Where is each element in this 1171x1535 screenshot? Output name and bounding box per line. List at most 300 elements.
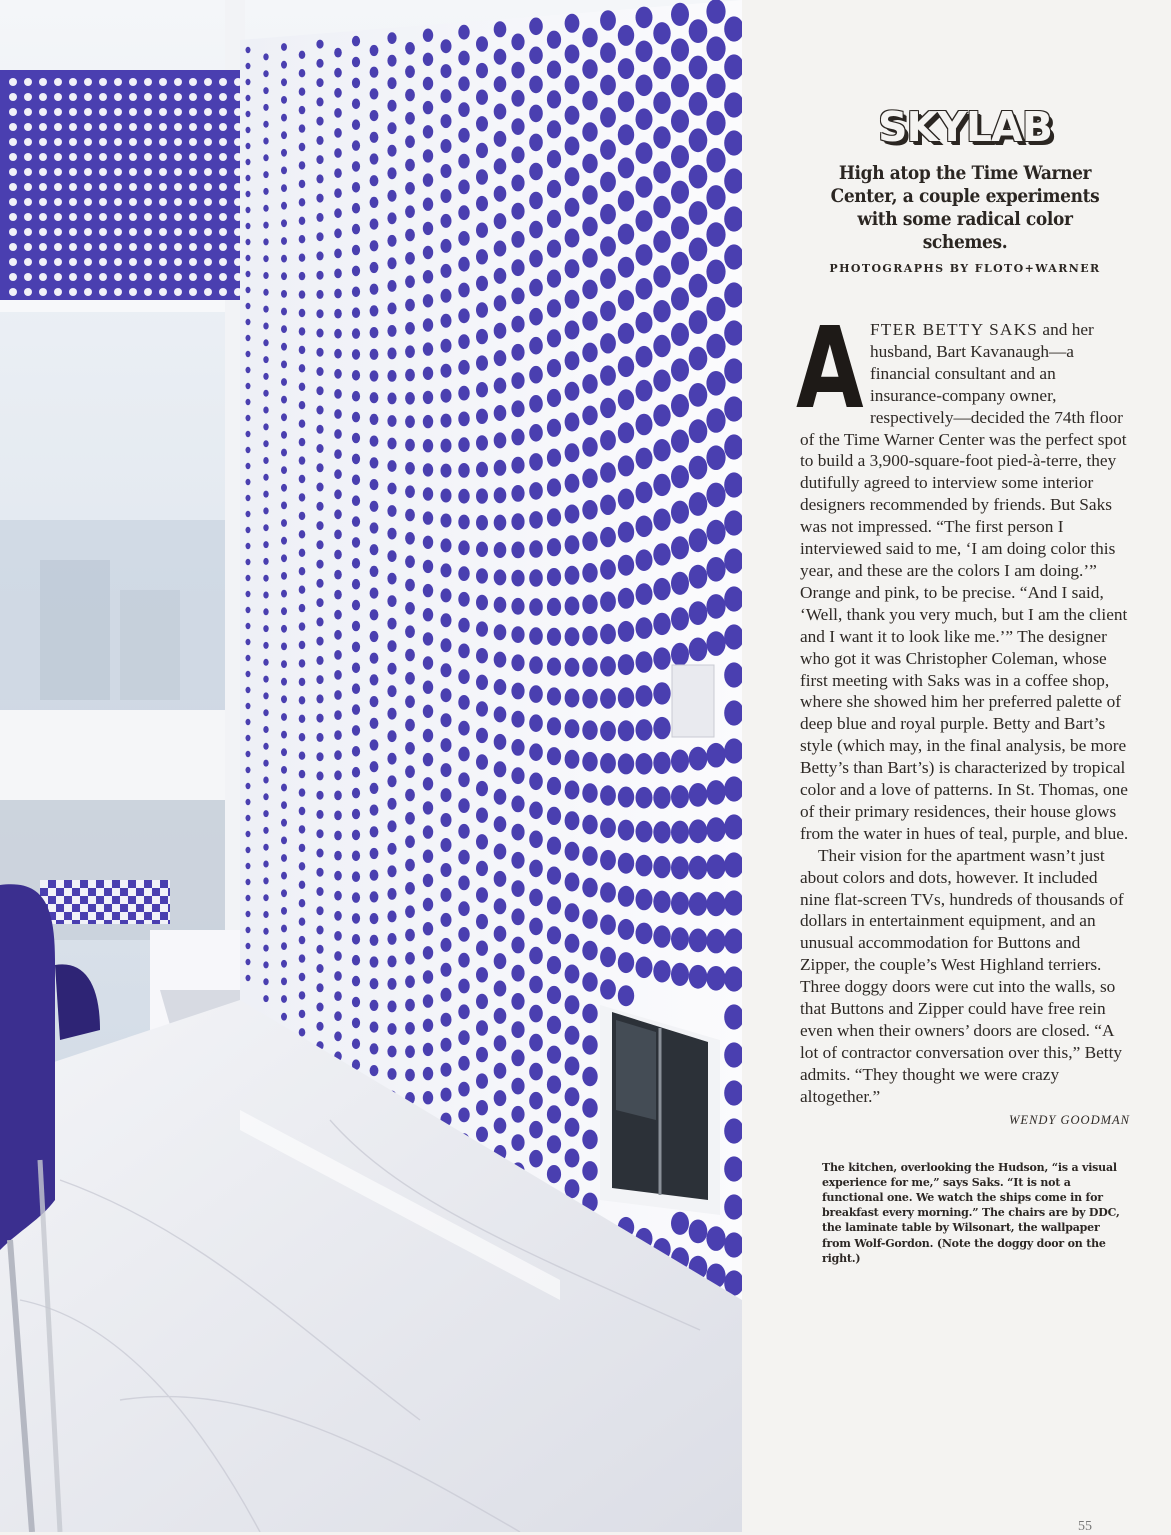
wall-dot — [706, 371, 725, 396]
wall-dot — [618, 522, 634, 543]
wall-dot — [299, 309, 306, 317]
wall-dot — [636, 787, 653, 809]
shade-dot — [219, 153, 227, 161]
wall-dot — [494, 186, 507, 202]
wall-dot — [600, 462, 616, 482]
wall-dot — [600, 10, 616, 30]
wall-dot — [547, 240, 561, 258]
wall-dot — [281, 184, 287, 192]
wall-dot — [246, 543, 251, 549]
wall-dot — [263, 306, 268, 313]
wall-dot — [387, 753, 396, 765]
light-switch — [672, 665, 714, 737]
wall-dot — [246, 863, 251, 869]
wall-dot — [246, 79, 251, 85]
wall-dot — [299, 217, 306, 225]
wall-dot — [618, 720, 634, 741]
wall-dot — [529, 105, 543, 123]
wall-dot — [671, 572, 689, 595]
wall-dot — [387, 956, 396, 968]
wall-dot — [281, 237, 287, 245]
wall-dot — [370, 284, 379, 295]
wall-dot — [636, 312, 653, 334]
wall-dot — [618, 323, 634, 344]
wall-dot — [653, 404, 670, 426]
wall-dot — [281, 748, 287, 756]
wall-dot — [405, 1022, 415, 1035]
wall-dot — [387, 303, 396, 315]
shade-dot — [144, 228, 152, 236]
wall-dot — [423, 149, 433, 162]
wall-dot — [476, 675, 488, 690]
wall-dot — [671, 181, 689, 204]
wall-dot — [618, 489, 634, 510]
wall-dot — [582, 1004, 597, 1024]
wall-dot — [370, 349, 379, 360]
wall-dot — [387, 325, 396, 337]
wall-dot — [529, 889, 543, 907]
shade-dot — [69, 288, 77, 296]
wall-dot — [547, 61, 561, 79]
wall-dot — [352, 203, 360, 214]
wall-dot — [352, 558, 360, 569]
wall-dot — [263, 777, 268, 784]
wall-dot — [494, 1063, 507, 1079]
wall-dot — [370, 761, 379, 772]
shade-dot — [9, 243, 17, 251]
shade-dot — [144, 273, 152, 281]
wall-dot — [689, 456, 708, 480]
wall-dot — [352, 788, 360, 799]
wall-dot — [246, 639, 251, 645]
wall-dot — [387, 911, 396, 923]
wall-dot — [529, 163, 543, 181]
wall-dot — [511, 1078, 524, 1095]
wall-dot — [618, 654, 634, 675]
wall-dot — [387, 933, 396, 945]
wall-dot — [387, 235, 396, 247]
wall-dot — [671, 1212, 689, 1235]
shade-dot — [114, 288, 122, 296]
wall-dot — [263, 861, 268, 868]
wall-dot — [263, 961, 268, 968]
wall-dot — [316, 386, 323, 395]
wall-dot — [529, 1063, 543, 1081]
wall-dot — [423, 101, 433, 114]
wall-dot — [441, 89, 452, 103]
wall-dot — [281, 449, 287, 457]
shade-dot — [129, 183, 137, 191]
wall-dot — [511, 542, 524, 559]
wall-dot — [565, 811, 580, 830]
wall-dot — [405, 882, 415, 895]
wall-dot — [706, 111, 725, 136]
wall-dot — [316, 425, 323, 434]
wall-dot — [582, 28, 597, 48]
wall-dot — [246, 431, 251, 437]
wall-dot — [246, 575, 251, 581]
wall-dot — [246, 751, 251, 757]
wall-dot — [671, 216, 689, 239]
wall-dot — [529, 1005, 543, 1023]
shade-dot — [219, 288, 227, 296]
wall-dot — [387, 708, 396, 720]
wall-dot — [636, 380, 653, 402]
wall-dot — [618, 555, 634, 576]
shade-dot — [84, 213, 92, 221]
wall-dot — [458, 128, 469, 143]
wall-dot — [281, 678, 287, 686]
wall-dot — [441, 763, 452, 777]
wall-dot — [281, 131, 287, 139]
wall-dot — [706, 594, 725, 619]
wall-dot — [299, 788, 306, 796]
wall-dot — [636, 108, 653, 130]
wall-dot — [246, 191, 251, 197]
wall-dot — [405, 812, 415, 825]
wall-dot — [689, 310, 708, 334]
wall-dot — [246, 447, 251, 453]
shade-dot — [219, 273, 227, 281]
wall-dot — [334, 851, 342, 861]
wall-dot — [529, 743, 543, 761]
wall-dot — [263, 995, 268, 1002]
wall-dot — [281, 43, 287, 51]
wall-dot — [246, 927, 251, 933]
wall-dot — [281, 819, 287, 827]
wall-dot — [387, 685, 396, 697]
wall-dot — [299, 530, 306, 538]
wall-dot — [299, 770, 306, 778]
shade-dot — [189, 243, 197, 251]
wall-dot — [476, 143, 488, 158]
shade-dot — [189, 273, 197, 281]
wall-dot — [511, 288, 524, 305]
wall-dot — [529, 685, 543, 703]
wall-dot — [653, 265, 670, 287]
shade-dot — [114, 198, 122, 206]
wall-dot — [547, 717, 561, 735]
wall-dot — [600, 915, 616, 935]
wall-dot — [511, 1021, 524, 1038]
wall-dot — [618, 886, 634, 907]
wall-dot — [565, 995, 580, 1014]
wall-dot — [529, 424, 543, 442]
shade-dot — [24, 288, 32, 296]
shade-dot — [99, 273, 107, 281]
wall-dot — [582, 280, 597, 300]
wall-dot — [352, 287, 360, 298]
wall-dot — [511, 598, 524, 615]
wall-dot — [529, 453, 543, 471]
wall-dot — [565, 167, 580, 186]
wall-dot — [441, 1063, 452, 1077]
wall-dot — [316, 348, 323, 357]
wall-dot — [246, 943, 251, 949]
shade-dot — [189, 288, 197, 296]
wall-dot — [476, 701, 488, 716]
wall-dot — [263, 423, 268, 430]
shade-dot — [114, 213, 122, 221]
wall-dot — [476, 595, 488, 610]
wall-dot — [458, 463, 469, 478]
wall-dot — [458, 180, 469, 195]
shade-dot — [99, 93, 107, 101]
wall-dot — [405, 345, 415, 358]
wall-dot — [334, 128, 342, 138]
wall-dot — [511, 654, 524, 671]
wall-dot — [547, 210, 561, 228]
wall-dot — [299, 678, 306, 686]
wall-dot — [600, 656, 616, 676]
wall-dot — [405, 765, 415, 778]
wall-dot — [494, 104, 507, 120]
wall-dot — [618, 753, 634, 774]
wall-dot — [706, 445, 725, 470]
wall-dot — [600, 882, 616, 902]
shade-dot — [174, 198, 182, 206]
wall-dot — [405, 532, 415, 545]
wall-dot — [246, 383, 251, 389]
wall-dot — [370, 544, 379, 555]
shade-dot — [174, 108, 182, 116]
wall-dot — [423, 415, 433, 428]
wall-dot — [494, 323, 507, 339]
wall-dot — [547, 896, 561, 914]
wall-dot — [476, 382, 488, 397]
wall-dot — [565, 137, 580, 156]
wall-dot — [352, 976, 360, 987]
shade-dot — [84, 78, 92, 86]
wall-dot — [387, 730, 396, 742]
wall-dot — [352, 663, 360, 674]
shade-dot — [99, 213, 107, 221]
wall-dot — [334, 770, 342, 780]
wall-dot — [529, 134, 543, 152]
wall-dot — [423, 77, 433, 90]
wall-dot — [370, 219, 379, 230]
wall-dot — [653, 891, 670, 913]
wall-dot — [405, 159, 415, 172]
wall-dot — [246, 271, 251, 277]
wall-dot — [529, 1092, 543, 1110]
wall-dot — [653, 960, 670, 982]
shade-dot — [99, 183, 107, 191]
wall-dot — [565, 689, 580, 708]
wall-dot — [352, 224, 360, 235]
wall-dot — [547, 1016, 561, 1034]
wall-dot — [476, 781, 488, 796]
wall-dot — [387, 1046, 396, 1058]
shade-dot — [144, 93, 152, 101]
wall-dot — [334, 831, 342, 841]
wall-dot — [476, 1020, 488, 1035]
shade-dot — [159, 198, 167, 206]
wall-dot — [370, 1000, 379, 1011]
wall-dot — [299, 475, 306, 483]
shade-dot — [129, 228, 137, 236]
wall-dot — [600, 172, 616, 192]
wall-dot — [281, 61, 287, 69]
wall-dot — [281, 114, 287, 122]
wall-dot — [299, 88, 306, 96]
wall-dot — [387, 280, 396, 292]
wall-dot — [387, 798, 396, 810]
wall-dot — [582, 1130, 597, 1150]
wall-dot — [529, 250, 543, 268]
wall-dot — [458, 412, 469, 427]
wall-dot — [281, 554, 287, 562]
wall-dot — [529, 337, 543, 355]
wall-dot — [547, 628, 561, 646]
wall-dot — [529, 773, 543, 791]
wall-dot — [529, 279, 543, 297]
wall-dot — [370, 653, 379, 664]
wall-dot — [565, 413, 580, 432]
wall-dot — [529, 308, 543, 326]
wall-dot — [582, 532, 597, 552]
wall-dot — [476, 276, 488, 291]
wall-dot — [529, 598, 543, 616]
wall-dot — [653, 231, 670, 253]
wall-dot — [352, 36, 360, 47]
wall-dot — [511, 231, 524, 248]
wall-dot — [281, 361, 287, 369]
shade-dot — [24, 138, 32, 146]
shade-dot — [69, 258, 77, 266]
wall-dot — [281, 149, 287, 157]
wall-dot — [246, 239, 251, 245]
wall-dot — [706, 222, 725, 247]
wall-dot — [246, 479, 251, 485]
wall-dot — [405, 905, 415, 918]
wall-dot — [423, 681, 433, 694]
wall-dot — [423, 487, 433, 500]
wall-dot — [281, 907, 287, 915]
wall-dot — [653, 717, 670, 739]
wall-dot — [423, 463, 433, 476]
wall-dot — [529, 1150, 543, 1168]
wall-dot — [441, 913, 452, 927]
shade-dot — [54, 228, 62, 236]
wall-dot — [405, 695, 415, 708]
wall-dot — [387, 122, 396, 134]
wall-dot — [529, 1121, 543, 1139]
shade-dot — [39, 183, 47, 191]
wall-dot — [316, 964, 323, 973]
wall-dot — [246, 831, 251, 837]
shade-dot — [9, 258, 17, 266]
wall-dot — [246, 783, 251, 789]
wall-dot — [600, 269, 616, 289]
shade-dot — [144, 258, 152, 266]
wall-dot — [316, 598, 323, 607]
wall-dot — [547, 867, 561, 885]
wall-dot — [281, 272, 287, 280]
wall-dot — [246, 607, 251, 613]
wall-dot — [405, 1069, 415, 1082]
wall-dot — [263, 608, 268, 615]
wall-dot — [706, 780, 725, 805]
wall-dot — [405, 252, 415, 265]
shade-dot — [174, 168, 182, 176]
wall-dot — [689, 856, 708, 880]
shade-dot — [219, 243, 227, 251]
wall-dot — [618, 257, 634, 278]
wall-dot — [263, 524, 268, 531]
wall-dot — [352, 475, 360, 486]
wall-dot — [441, 863, 452, 877]
wall-dot — [653, 370, 670, 392]
wall-dot — [618, 853, 634, 874]
wall-dot — [405, 42, 415, 55]
shade-dot — [54, 273, 62, 281]
wall-dot — [263, 743, 268, 750]
wall-dot — [352, 433, 360, 444]
wall-dot — [494, 49, 507, 65]
wall-dot — [423, 560, 433, 573]
wall-dot — [263, 894, 268, 901]
shade-dot — [189, 198, 197, 206]
wall-dot — [441, 813, 452, 827]
wall-dot — [653, 613, 670, 635]
shade-dot — [219, 213, 227, 221]
wall-dot — [458, 283, 469, 298]
wall-dot — [423, 294, 433, 307]
wall-dot — [370, 305, 379, 316]
wall-dot — [246, 47, 251, 53]
wall-dot — [316, 733, 323, 742]
wall-dot — [352, 57, 360, 68]
wall-dot — [316, 59, 323, 68]
wall-dot — [316, 810, 323, 819]
shade-dot — [129, 198, 137, 206]
wall-dot — [334, 710, 342, 720]
wall-dot — [299, 954, 306, 962]
wall-dot — [334, 369, 342, 379]
wall-dot — [600, 495, 616, 515]
wall-dot — [458, 901, 469, 916]
shade-dot — [189, 78, 197, 86]
wall-dot — [263, 171, 268, 178]
wall-dot — [352, 579, 360, 590]
wall-dot — [281, 590, 287, 598]
wall-dot — [246, 255, 251, 261]
wall-dot — [246, 911, 251, 917]
wall-dot — [370, 805, 379, 816]
wall-dot — [511, 203, 524, 220]
wall-dot — [316, 579, 323, 588]
wall-dot — [299, 622, 306, 630]
wall-dot — [706, 334, 725, 359]
wall-dot — [582, 154, 597, 174]
wall-dot — [441, 464, 452, 478]
wall-dot — [458, 205, 469, 220]
wall-dot — [671, 785, 689, 808]
wall-dot — [476, 941, 488, 956]
wall-dot — [370, 153, 379, 164]
wall-dot — [370, 197, 379, 208]
shade-dot — [84, 123, 92, 131]
photo-caption: The kitchen, overlooking the Hudson, “is a visual experience for me,” says Saks. “It is not a functional one. We watch the ships come in for breakfast every morning.” The chairs are by DDC, the laminate table by Wilsonart, the wallpaper from Wolf-Gordon. (Note the doggy door on the right.) — [822, 1160, 1120, 1265]
wall-dot — [600, 301, 616, 321]
shade-dot — [144, 198, 152, 206]
wall-dot — [671, 394, 689, 417]
shade-dot — [114, 138, 122, 146]
wall-dot — [423, 946, 433, 959]
wall-dot — [458, 102, 469, 117]
wall-dot — [352, 830, 360, 841]
